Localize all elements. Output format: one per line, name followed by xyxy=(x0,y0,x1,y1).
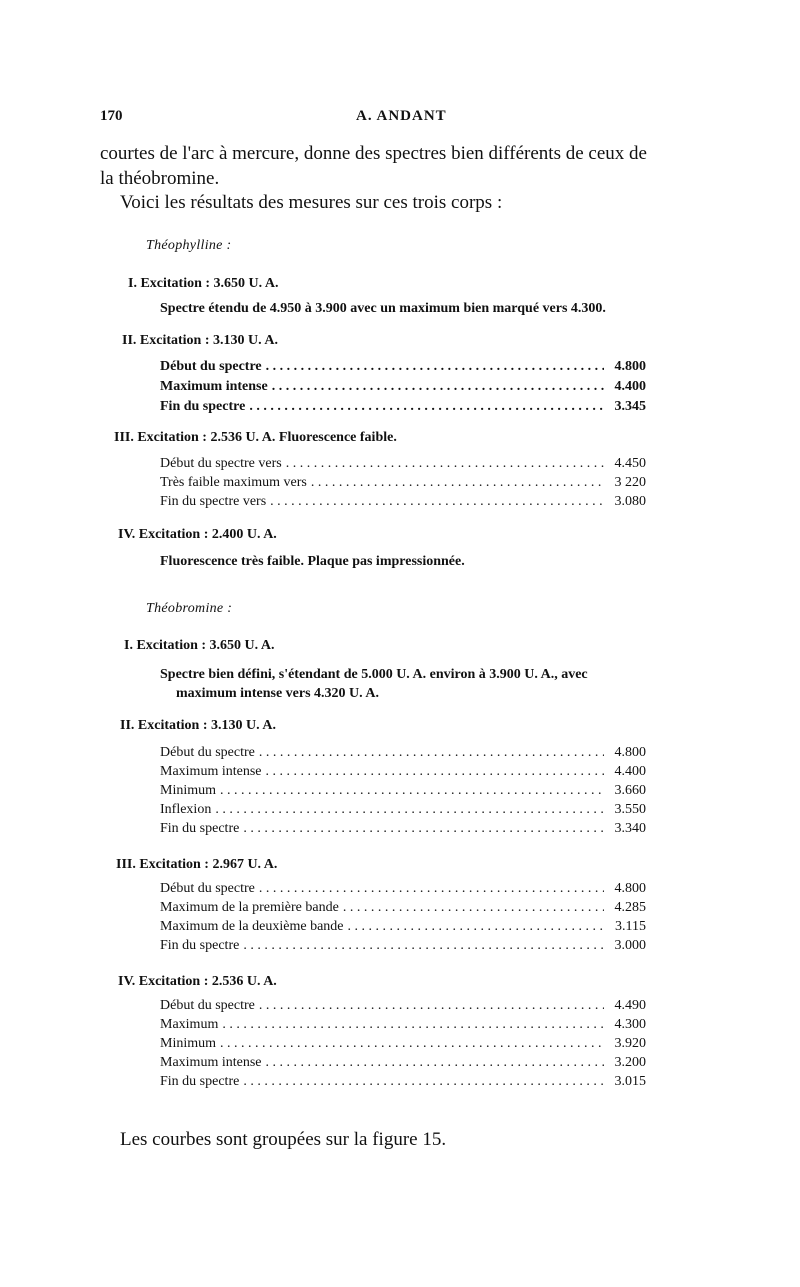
row-value: 3.000 xyxy=(614,938,646,953)
dot-leader xyxy=(220,1036,604,1052)
table-row xyxy=(160,802,646,821)
dot-leader xyxy=(272,379,604,395)
figure-reference-text: Les courbes sont groupées sur la figure 15. xyxy=(120,1129,447,1150)
row-label: Début du spectre vers xyxy=(160,456,282,471)
table-row xyxy=(160,399,646,418)
row-value: 3.115 xyxy=(615,919,646,934)
row-label: Maximum intense xyxy=(160,1055,262,1070)
row-value: 4.285 xyxy=(614,900,646,915)
row-label: Maximum xyxy=(160,1017,219,1032)
row-value: 3.660 xyxy=(614,783,646,798)
row-value: 3.015 xyxy=(614,1074,646,1089)
row-label: Minimum xyxy=(160,1036,217,1051)
row-value: 3.340 xyxy=(614,821,646,836)
table-row xyxy=(160,919,646,938)
table-row xyxy=(160,821,646,840)
table-row xyxy=(160,475,646,494)
table-row xyxy=(160,900,646,919)
dot-leader xyxy=(222,1017,604,1033)
table-row xyxy=(160,938,646,957)
table-row xyxy=(160,881,646,900)
theobromine-excitation-3: III. Excitation : 2.967 U. A. xyxy=(116,857,278,872)
running-head-author: A. ANDANT xyxy=(356,108,447,124)
table-row xyxy=(160,494,646,513)
theobromine-excitation-1-text-1: Spectre bien défini, s'étendant de 5.000 U. A. environ à 3.900 U. A., avec xyxy=(160,667,588,682)
row-value: 4.400 xyxy=(614,379,646,394)
intro-line-2: la théobromine. xyxy=(100,168,220,189)
theophylline-excitation-4: IV. Excitation : 2.400 U. A. xyxy=(118,527,277,542)
dot-leader xyxy=(266,1055,605,1071)
dot-leader xyxy=(343,900,604,916)
row-label: Début du spectre xyxy=(160,359,262,374)
row-value: 3.920 xyxy=(614,1036,646,1051)
table-row xyxy=(160,1017,646,1036)
row-label: Fin du spectre xyxy=(160,821,240,836)
dot-leader xyxy=(259,881,604,897)
dot-leader xyxy=(215,802,604,818)
row-value: 3.550 xyxy=(614,802,646,817)
row-value: 4.450 xyxy=(614,456,646,471)
row-label: Maximum intense xyxy=(160,764,262,779)
theobromine-excitation-2: II. Excitation : 3.130 U. A. xyxy=(120,718,276,733)
theophylline-excitation-4-text: Fluorescence très faible. Plaque pas impressionnée. xyxy=(160,554,465,569)
theophylline-excitation-3: III. Excitation : 2.536 U. A. Fluorescence faible. xyxy=(114,430,397,445)
dot-leader xyxy=(259,745,604,761)
dot-leader xyxy=(220,783,604,799)
table-row xyxy=(160,783,646,802)
row-value: 4.300 xyxy=(614,1017,646,1032)
theophylline-excitation-1-text: Spectre étendu de 4.950 à 3.900 avec un maximum bien marqué vers 4.300. xyxy=(160,301,606,316)
dot-leader xyxy=(266,359,604,375)
row-label: Maximum de la première bande xyxy=(160,900,339,915)
table-row xyxy=(160,745,646,764)
row-value: 4.800 xyxy=(614,745,646,760)
row-label: Fin du spectre vers xyxy=(160,494,267,509)
theophylline-excitation-1: I. Excitation : 3.650 U. A. xyxy=(128,276,279,291)
dot-leader xyxy=(311,475,604,491)
row-label: Inflexion xyxy=(160,802,212,817)
row-label: Fin du spectre xyxy=(160,1074,240,1089)
theobromine-excitation-1: I. Excitation : 3.650 U. A. xyxy=(124,638,275,653)
row-label: Fin du spectre xyxy=(160,938,240,953)
row-value: 4.800 xyxy=(614,881,646,896)
row-value: 3.200 xyxy=(614,1055,646,1070)
table-row xyxy=(160,379,646,398)
row-label: Minimum xyxy=(160,783,217,798)
theobromine-excitation-1-text-2: maximum intense vers 4.320 U. A. xyxy=(176,686,379,701)
row-value: 4.490 xyxy=(614,998,646,1013)
row-label: Début du spectre xyxy=(160,881,255,896)
table-row xyxy=(160,1055,646,1074)
section-title-theobromine: Théobromine : xyxy=(146,601,233,616)
row-label: Maximum intense xyxy=(160,379,268,394)
row-label: Maximum de la deuxième bande xyxy=(160,919,344,934)
dot-leader xyxy=(270,494,604,510)
dot-leader xyxy=(243,938,604,954)
row-value: 3.080 xyxy=(614,494,646,509)
dot-leader xyxy=(249,399,604,415)
table-row xyxy=(160,1074,646,1093)
row-value: 4.800 xyxy=(614,359,646,374)
row-label: Début du spectre xyxy=(160,998,255,1013)
theophylline-excitation-2: II. Excitation : 3.130 U. A. xyxy=(122,333,278,348)
table-row xyxy=(160,359,646,378)
table-row xyxy=(160,764,646,783)
intro-line-3: Voici les résultats des mesures sur ces trois corps : xyxy=(120,192,503,213)
dot-leader xyxy=(348,919,605,935)
row-value: 3 220 xyxy=(614,475,646,490)
table-row xyxy=(160,1036,646,1055)
row-label: Très faible maximum vers xyxy=(160,475,307,490)
table-row xyxy=(160,456,646,475)
row-value: 3.345 xyxy=(614,399,646,414)
row-label: Début du spectre xyxy=(160,745,255,760)
intro-line-1: courtes de l'arc à mercure, donne des spectres bien différents de ceux de xyxy=(100,143,647,164)
page-number: 170 xyxy=(100,108,123,124)
dot-leader xyxy=(259,998,604,1014)
row-label: Fin du spectre xyxy=(160,399,246,414)
section-title-theophylline: Théophylline : xyxy=(146,238,232,253)
row-value: 4.400 xyxy=(614,764,646,779)
theobromine-excitation-4: IV. Excitation : 2.536 U. A. xyxy=(118,974,277,989)
dot-leader xyxy=(286,456,604,472)
dot-leader xyxy=(266,764,605,780)
table-row xyxy=(160,998,646,1017)
dot-leader xyxy=(243,821,604,837)
dot-leader xyxy=(243,1074,604,1090)
